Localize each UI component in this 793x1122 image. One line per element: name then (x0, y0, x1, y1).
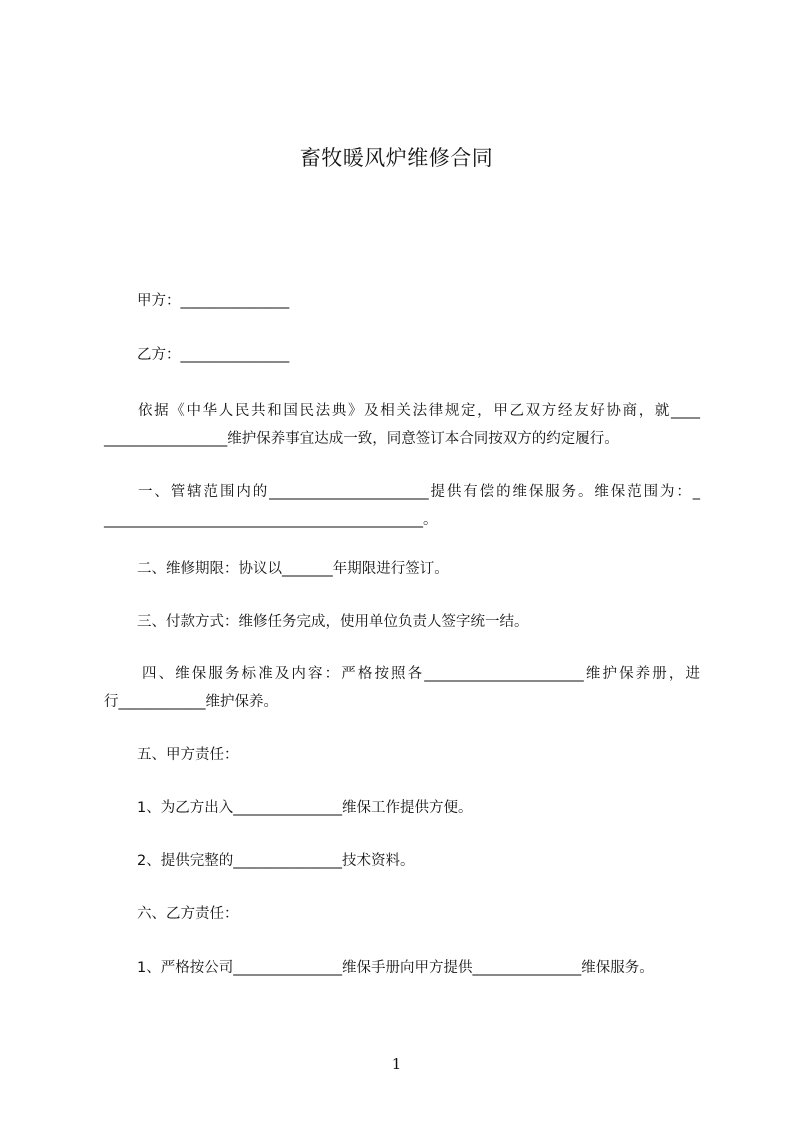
clause-2-line: 二、维修期限：协议以_______年期限进行签订。 (137, 561, 449, 577)
clause-5-item-1: 1、为乙方出入_______________维保工作提供方便。 (137, 800, 473, 816)
clause-4-line-1: 四、维保服务标准及内容：严格按照各______________________维护保养册，进 (142, 666, 700, 682)
clause-1-line-2: ____________________________________________。 (104, 512, 438, 528)
party-a-line: 甲方：_______________ (137, 293, 290, 309)
clause-3-line: 三、付款方式：维修任务完成，使用单位负责人签字统一结。 (137, 614, 529, 630)
clause-6-heading: 六、乙方责任： (137, 906, 239, 922)
clause-5-heading: 五、甲方责任： (137, 747, 239, 763)
preamble-paragraph (104, 397, 700, 453)
clause-4-paragraph (104, 660, 700, 716)
preamble-line-1: 依据《中华人民共和国民法典》及相关法律规定，甲乙双方经友好协商，就____ (138, 403, 700, 419)
clause-1-line-1: 一、管辖范围内的______________________提供有偿的维保服务。维保范围为：_ (138, 484, 700, 500)
preamble-line-2: _________________维护保养事宜达成一致，同意签订本合同按双方的约定履行。 (104, 431, 619, 447)
clause-4-line-2: 行____________维护保养。 (104, 694, 278, 710)
party-b-line: 乙方：_______________ (137, 347, 290, 363)
clause-1-paragraph (104, 478, 700, 534)
clause-6-item-1: 1、严格按公司_______________维保手册向甲方提供_______________维保服务。 (137, 960, 654, 976)
page-number: 1 (391, 1055, 402, 1073)
clause-5-item-2: 2、提供完整的_______________技术资料。 (137, 853, 415, 869)
document-title: 畜牧暖风炉维修合同 (299, 146, 494, 170)
